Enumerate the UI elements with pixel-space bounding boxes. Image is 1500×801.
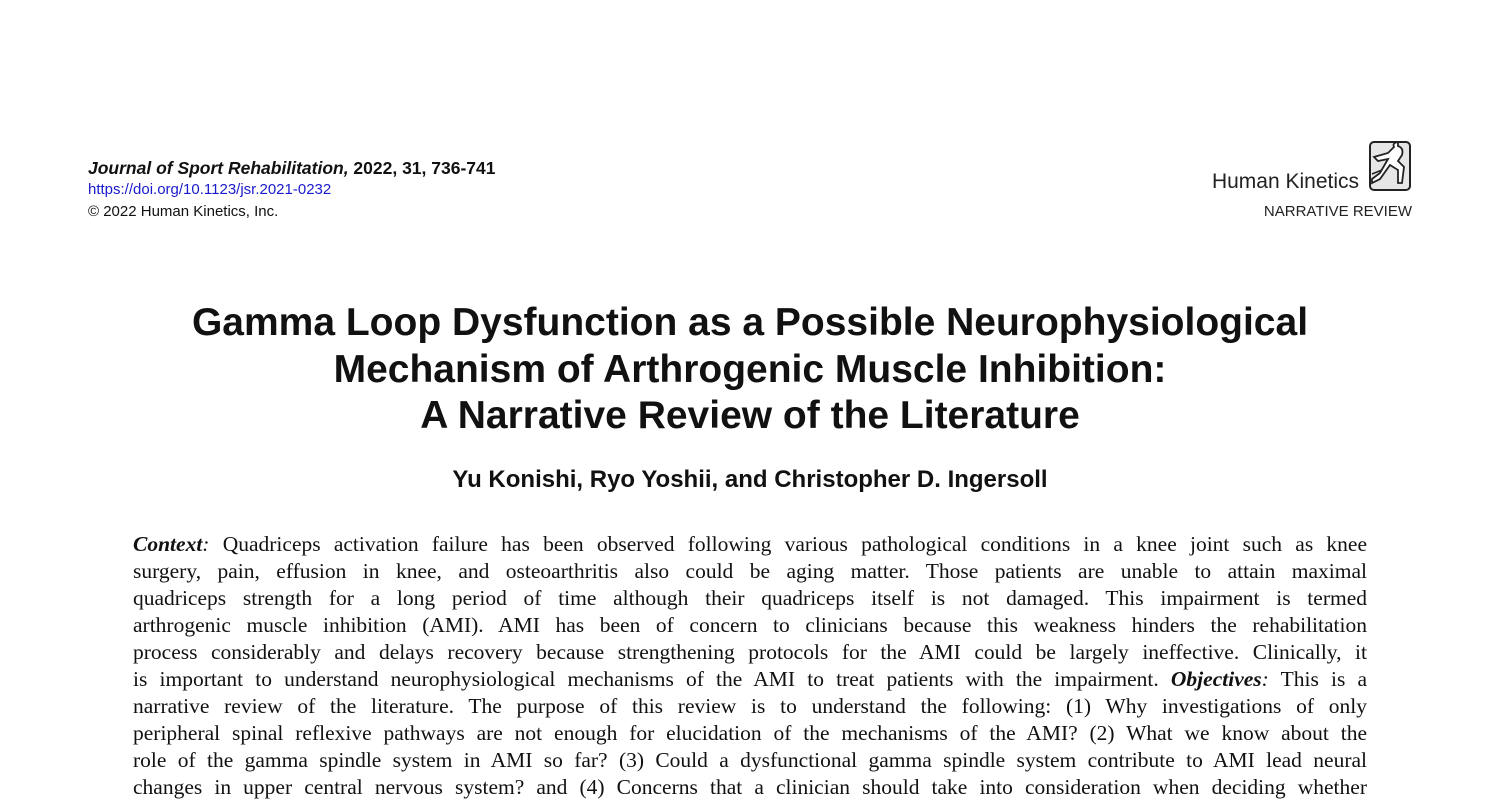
- copyright: © 2022 Human Kinetics, Inc.: [88, 203, 279, 220]
- article-title: [0, 300, 1500, 440]
- abstract-section-heading: Objectives: [1170, 667, 1262, 691]
- abstract-text: narrative review of the literature. The purpose of this review is to understand the following: (1) Why investigations of only: [133, 694, 1367, 718]
- abstract-line: [133, 585, 1367, 612]
- abstract-line: [133, 666, 1367, 693]
- abstract-text: Quadriceps activation failure has been observed following various pathological conditions in a knee joint such as knee: [209, 532, 1367, 556]
- abstract-line: [133, 747, 1367, 774]
- doi-link[interactable]: https://doi.org/10.1123/jsr.2021-0232: [88, 181, 332, 198]
- title-line: A Narrative Review of the Literature: [420, 394, 1080, 437]
- abstract-text: surgery, pain, effusion in knee, and osteoarthritis also could be aging matter. Those patients are unable to attain maximal: [133, 559, 1367, 583]
- title-line: Gamma Loop Dysfunction as a Possible Neurophysiological: [191, 301, 1309, 344]
- human-kinetics-logo-icon: [1368, 140, 1412, 192]
- title-line: Mechanism of Arthrogenic Muscle Inhibition:: [333, 347, 1167, 391]
- abstract-line: [133, 612, 1367, 639]
- abstract-line: [133, 639, 1367, 666]
- abstract-line: [133, 774, 1367, 801]
- abstract-text: process considerably and delays recovery because strengthening protocols for the AMI could be largely ineffective. Clinically, it: [133, 640, 1367, 664]
- abstract-line: [133, 531, 1367, 558]
- abstract-text: arthrogenic muscle inhibition (AMI). AMI has been of concern to clinicians because this weakness hinders the rehabilitation: [133, 613, 1367, 637]
- journal-citation: [88, 158, 496, 179]
- heading-colon: :: [1261, 667, 1269, 691]
- abstract-text: changes in upper central nervous system? and (4) Concerns that a clinician should take into consideration when deciding whether: [133, 775, 1367, 799]
- abstract-line: [133, 720, 1367, 747]
- journal-volume-pages: 2022, 31, 736-741: [348, 158, 496, 178]
- abstract-text: peripheral spinal reflexive pathways are not enough for elucidation of the mechanisms of the AMI? (2) What we know about the: [133, 721, 1367, 745]
- heading-colon: :: [202, 532, 210, 556]
- publisher-name: Human Kinetics: [1211, 170, 1359, 193]
- abstract-text: role of the gamma spindle system in AMI so far? (3) Could a dysfunctional gamma spindle system contribute to AMI lead neural: [133, 748, 1367, 772]
- abstract-line: [133, 558, 1367, 585]
- abstract: [133, 531, 1367, 801]
- abstract-text: is important to understand neurophysiological mechanisms of the AMI to treat patients with the impairment.: [133, 667, 1171, 691]
- journal-name: Journal of Sport Rehabilitation,: [88, 158, 349, 178]
- article-type: NARRATIVE REVIEW: [1263, 203, 1412, 220]
- abstract-line: [133, 693, 1367, 720]
- abstract-section-heading: Context: [133, 532, 203, 556]
- authors: Yu Konishi, Ryo Yoshii, and Christopher D. Ingersoll: [452, 466, 1048, 493]
- abstract-text: quadriceps strength for a long period of time although their quadriceps itself is not damaged. This impairment is termed: [133, 586, 1367, 610]
- abstract-text: This is a: [1268, 667, 1367, 691]
